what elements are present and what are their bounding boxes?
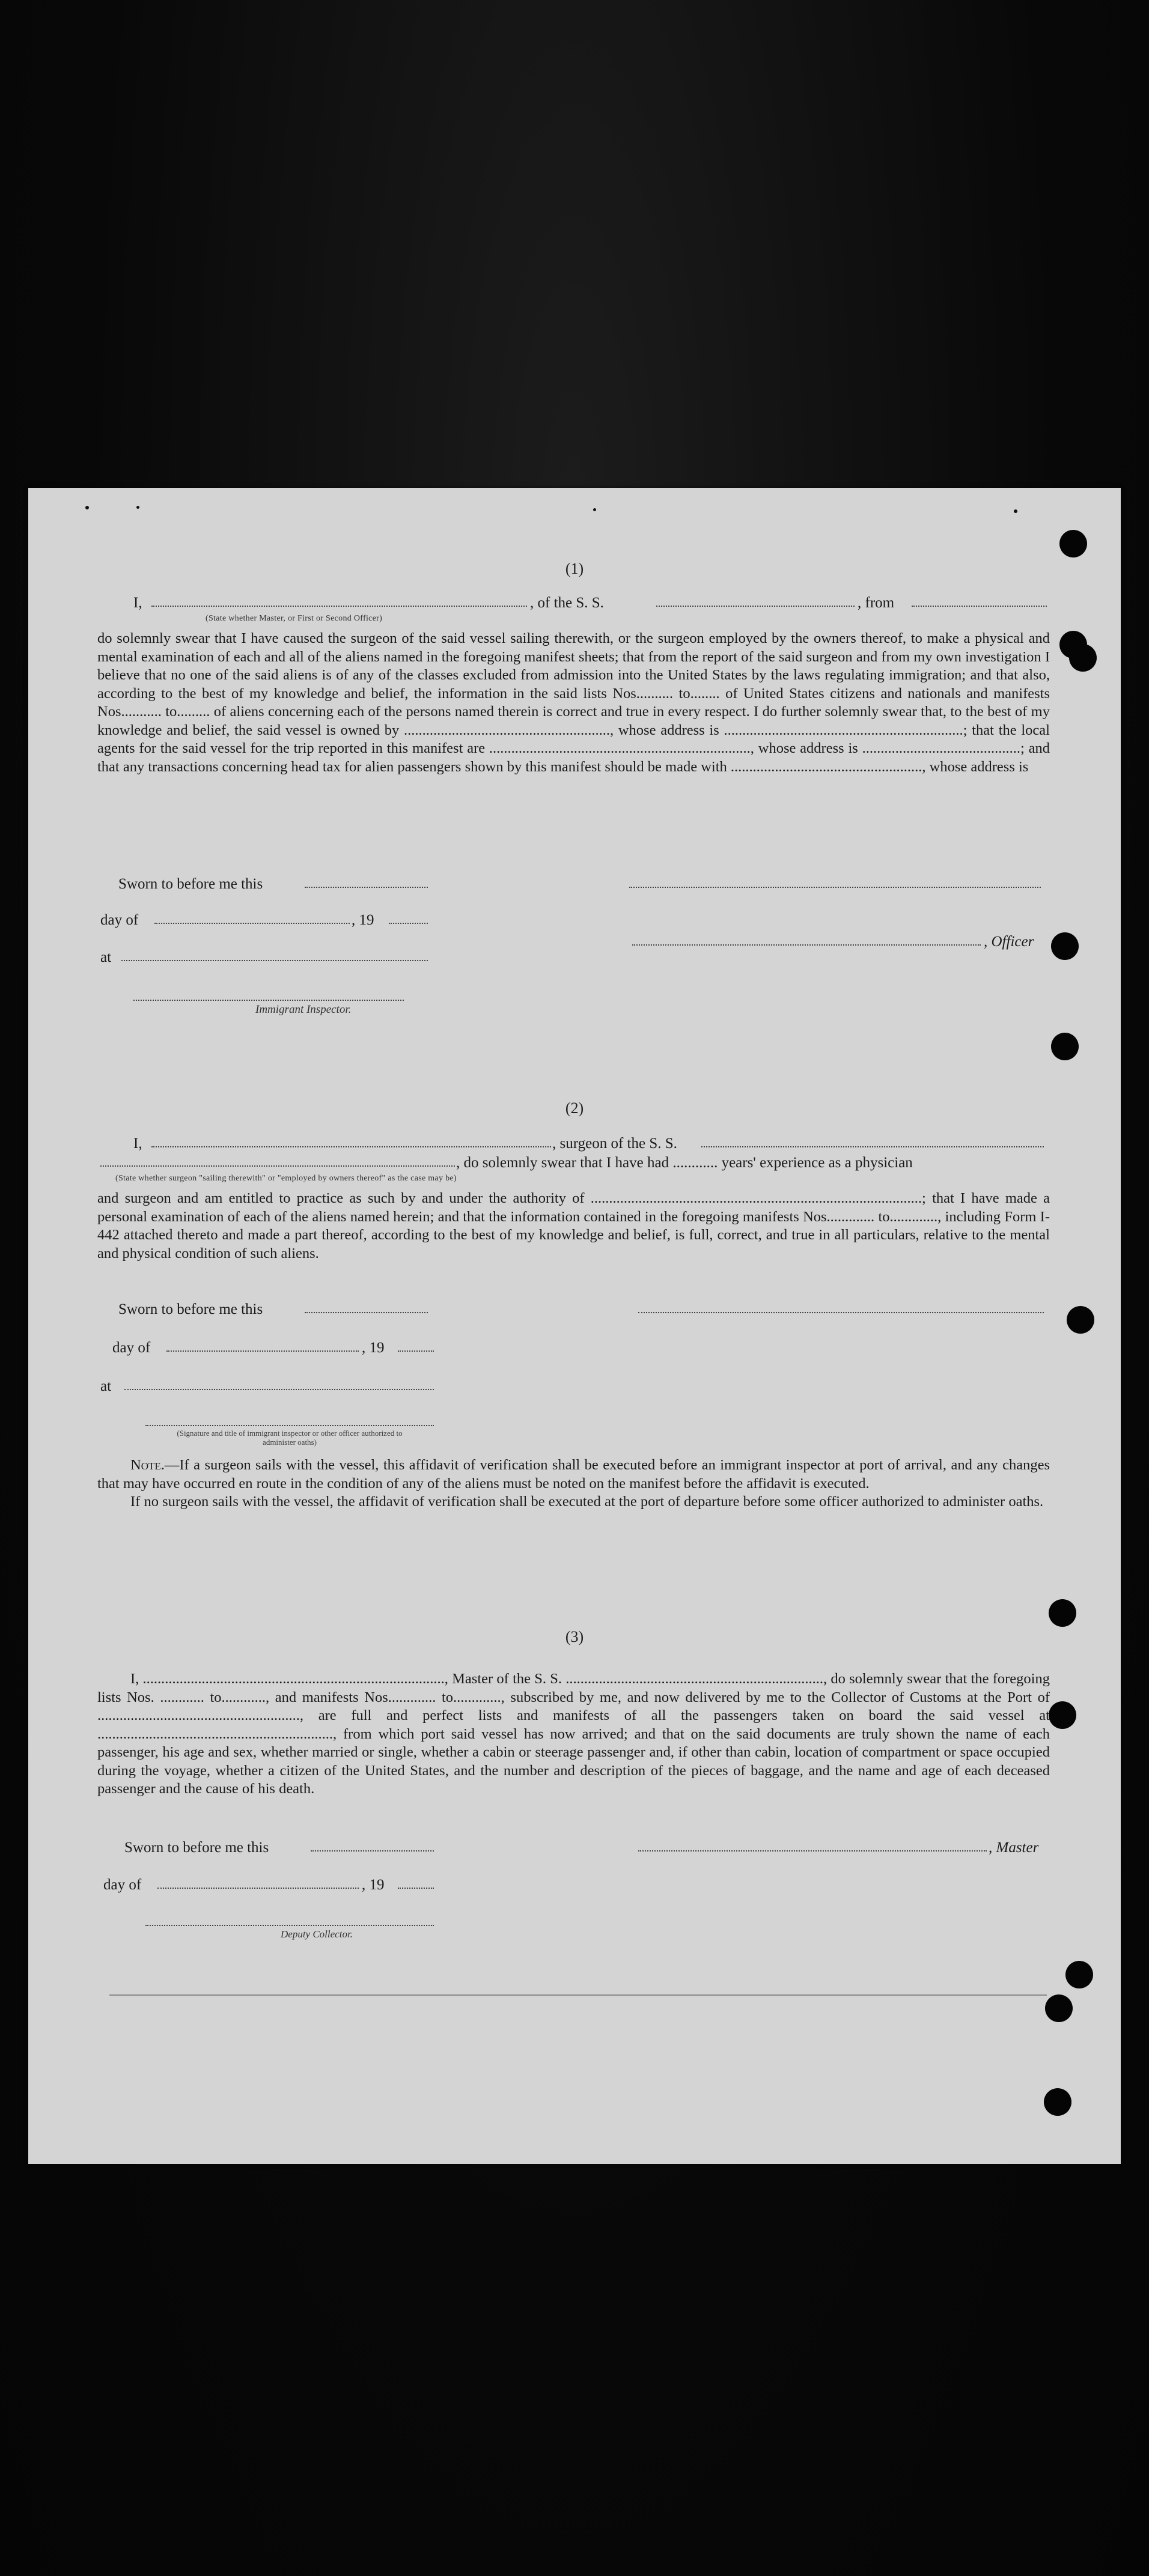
punch-hole (1051, 932, 1079, 960)
year-line-2[interactable] (398, 1350, 434, 1352)
section-2-year: , 19 (362, 1340, 385, 1356)
section-2-number: (2) (565, 1099, 584, 1117)
year-line[interactable] (389, 923, 428, 924)
section-1-officer: , Officer (984, 934, 1034, 950)
day-month-line[interactable] (154, 923, 350, 924)
section-1-i: I, (133, 595, 142, 611)
punch-hole (1044, 2088, 1071, 2116)
ink-speck (136, 506, 139, 509)
section-2-sworn: Sworn to before me this (118, 1301, 263, 1317)
section-1-day-of: day of (100, 912, 139, 928)
surgeon-vessel-line[interactable] (701, 1146, 1044, 1147)
master-signature-line[interactable] (638, 1850, 987, 1852)
punch-hole (1045, 1994, 1073, 2022)
punch-hole (1049, 1701, 1076, 1729)
section-2-note: Note.—If a surgeon sails with the vessel, this affidavit of verification shall be executed before an immigrant inspector at port of arrival, and any changes that may have occurred en route in the condition of any of the aliens must be noted on the manifest before the affidavit is executed. If no surgeon sails with the vessel, the affidavit of verification shall be executed at the port of departure before some officer authorized to administer oaths. (97, 1457, 1050, 1510)
punch-hole (1049, 1599, 1076, 1627)
section-2-body: and surgeon and am entitled to practice as such by and under the authority of ..........................................................................................; that I have made a personal examination of each of the aliens named herein; and that the information contained in the foregoing manifests Nos............. to............., including Form I-442 attached thereto and made a part thereof, according to the best of my knowledge and belief, is full, correct, and true in all particulars, relative to the mental and physical condition of such aliens. (97, 1190, 1050, 1262)
section-3-collector: Deputy Collector. (281, 1928, 353, 1940)
section-1-at: at (100, 949, 112, 965)
surgeon-status-line[interactable] (100, 1165, 455, 1167)
sworn-date-line-3[interactable] (311, 1850, 434, 1852)
section-3-sworn: Sworn to before me this (124, 1839, 269, 1856)
section-3-day-of: day of (103, 1877, 142, 1893)
ink-speck (593, 508, 596, 511)
officer-name-line[interactable] (629, 887, 1041, 888)
section-3-body: I, .................................................................................., Master of the S. S. ......................................................................, do solemnly swear that the foregoing lists Nos. ............ to............, and manifests Nos............. to............., subscribed by me, and now delivered by me to the Collector of Customs at the Port of ......................................................., are full and perfect lists and manifests of all the passengers taken on board the said vessel at ................................................................, from which port said vessel has now arrived; and that on the said documents are truly shown the name of each passenger, his age and sex, whether married or single, whether a cabin or steerage passenger and, if other than cabin, location of compartment or space occupied during the voyage, whether a citizen of the United States, and the number and description of the pieces of baggage, and the name and age of each deceased passenger and the cause of his death. (97, 1671, 1050, 1797)
section-2-at: at (100, 1378, 112, 1394)
day-month-line-3[interactable] (157, 1888, 359, 1889)
section-3-number: (3) (565, 1628, 584, 1645)
punch-hole (1065, 1961, 1093, 1988)
section-1-of-ss: , of the S. S. (530, 595, 604, 611)
section-2-i: I, (133, 1135, 142, 1152)
section-2-line2: , do solemnly swear that I have had ............ years' experience as a physician (456, 1155, 913, 1171)
bottom-rule (109, 1994, 1047, 1996)
section-1-caption: (State whether Master, or First or Second Officer) (206, 614, 383, 623)
from-port-line[interactable] (912, 606, 1047, 607)
manifest-affidavit-sheet (28, 488, 1121, 2164)
section-3-year: , 19 (362, 1877, 385, 1893)
section-2-day-of: day of (112, 1340, 151, 1356)
vessel-name-line[interactable] (656, 606, 855, 607)
sworn-date-line-2[interactable] (305, 1312, 428, 1313)
sworn-date-line[interactable] (305, 887, 428, 888)
master-name-line[interactable] (151, 606, 527, 607)
section-2-surgeon: , surgeon of the S. S. (552, 1135, 677, 1152)
section-1-body: do solemnly swear that I have caused the surgeon of the said vessel sailing therewith, or the surgeon employed by the owners thereof, to make a physical and mental examination of each and all of the aliens named in the foregoing manifest sheets; that from the report of the said surgeon and from my own investigation I believe that no one of the said aliens is of any of the classes excluded from admission into the United States by the laws regulating immigration; and that also, according to the best of my knowledge and belief, the information in the said lists Nos.......... to........ of United States citizens and nationals and manifests Nos........... to......... of aliens concerning each of the persons named therein is correct and true in every respect. I do further solemnly swear that, to the best of my knowledge and belief, the said vessel is owned by ........................................................, whose address is .................................................................; that the local agents for the said vessel for the trip reported in this manifest are ......................................................................., whose address is ...........................................; and that any transactions concerning head tax for alien passengers shown by this manifest should be made with ...................................................., whose address is (97, 630, 1050, 775)
at-place-line[interactable] (121, 960, 428, 961)
section-1-from: , from (858, 595, 895, 611)
surgeon-signature-line[interactable] (638, 1312, 1044, 1313)
section-2-sig-caption: (Signature and title of immigrant inspector or other officer authorized to administer oaths) (177, 1429, 403, 1447)
inspector-signature-line-2[interactable] (145, 1425, 434, 1426)
punch-hole (1051, 1033, 1079, 1060)
section-1-number: (1) (565, 560, 584, 577)
at-place-line-2[interactable] (124, 1389, 434, 1390)
section-3-master: , Master (989, 1839, 1039, 1856)
officer-signature-line[interactable] (632, 944, 981, 946)
punch-hole (1067, 1306, 1094, 1334)
section-2-caption: (State whether surgeon "sailing therewith" or "employed by owners thereof" as the case may be) (115, 1174, 457, 1183)
inspector-signature-line[interactable] (133, 1000, 404, 1001)
ink-speck (85, 506, 89, 509)
surgeon-name-line[interactable] (151, 1146, 551, 1147)
section-1-year: , 19 (352, 912, 374, 928)
section-1-sworn: Sworn to before me this (118, 876, 263, 892)
year-line-3[interactable] (398, 1888, 434, 1889)
punch-hole (1069, 644, 1097, 672)
punch-hole (1059, 530, 1087, 557)
day-month-line-2[interactable] (166, 1350, 359, 1352)
ink-speck (1014, 509, 1017, 513)
section-1-inspector: Immigrant Inspector. (255, 1003, 352, 1016)
collector-signature-line[interactable] (145, 1925, 434, 1926)
